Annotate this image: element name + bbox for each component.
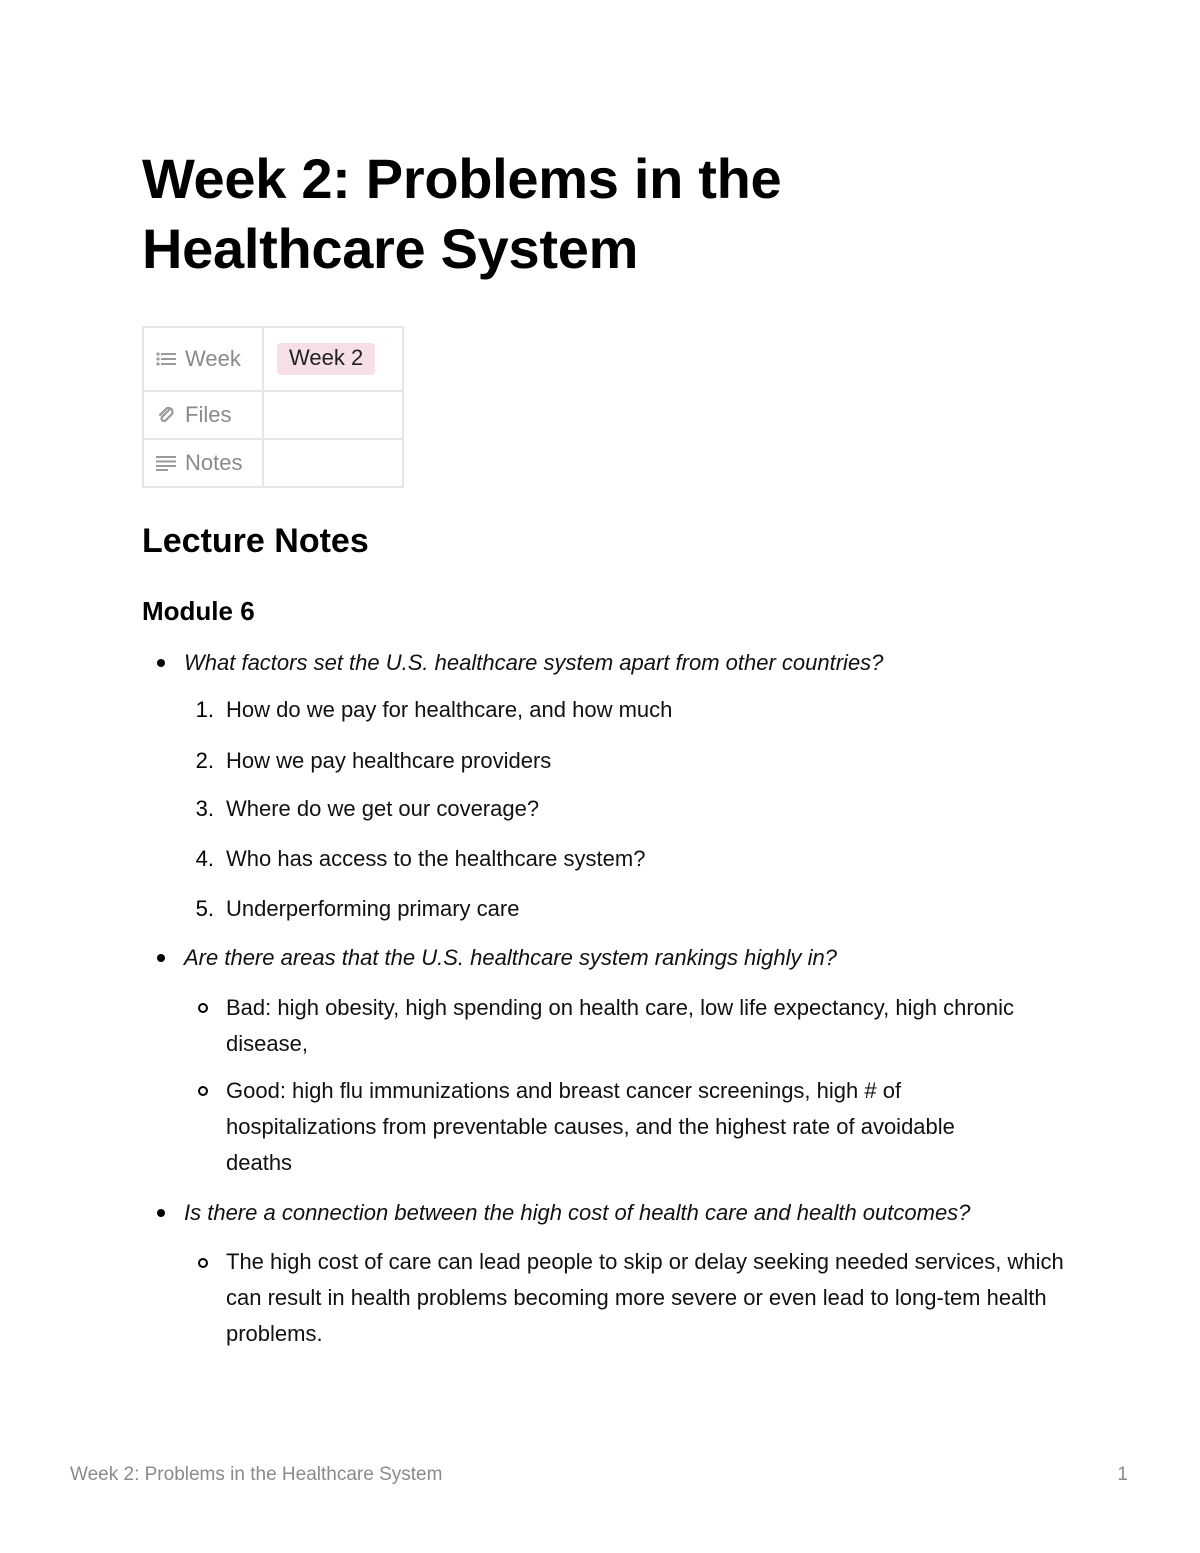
factor-item: Who has access to the healthcare system?: [226, 846, 646, 871]
bullet-icon: [157, 954, 165, 962]
bullet-icon: [157, 659, 165, 667]
module-heading: Module 6: [142, 596, 255, 626]
section-heading: Lecture Notes: [142, 522, 369, 560]
text-lines-icon: [156, 455, 176, 471]
property-row-week: [143, 327, 403, 391]
list-number: 5.: [195, 896, 214, 921]
properties-table: [142, 326, 404, 488]
property-label-notes: Notes: [185, 450, 243, 475]
question-2: Are there areas that the U.S. healthcare system rankings highly in?: [184, 945, 838, 970]
list-number: 2.: [195, 748, 214, 773]
page-number: 1: [1117, 1464, 1128, 1485]
cost-answer: The high cost of care can lead people to skip or delay seeking needed services, which can result in health problems becoming more severe or even lead to long-tem health problems.: [226, 1249, 1064, 1346]
files-value[interactable]: [263, 391, 403, 439]
hollow-bullet-icon: [198, 1003, 208, 1013]
hollow-bullet-icon: [198, 1086, 208, 1096]
list-number: 4.: [195, 846, 214, 871]
property-row-files: [143, 391, 403, 439]
week-tag[interactable]: Week 2: [277, 343, 375, 375]
footer-title: Week 2: Problems in the Healthcare System: [70, 1464, 443, 1485]
paperclip-icon: [156, 405, 176, 425]
hollow-bullet-icon: [198, 1258, 208, 1268]
property-row-notes: [143, 439, 403, 487]
factor-item: How we pay healthcare providers: [226, 748, 552, 773]
question-1: What factors set the U.S. healthcare system apart from other countries?: [184, 650, 884, 675]
property-label-files: Files: [185, 402, 232, 427]
ranking-good: Good: high flu immunizations and breast cancer screenings, high # of hospitalizations from preventable causes, and the highest rate of avoidable deaths: [226, 1078, 955, 1175]
notes-value[interactable]: [263, 439, 403, 487]
factor-item: How do we pay for healthcare, and how much: [226, 697, 673, 722]
list-number: 1.: [195, 697, 214, 722]
page-title: Week 2: Problems in the Healthcare System: [142, 147, 782, 280]
factor-item: Where do we get our coverage?: [226, 796, 540, 821]
bullet-icon: [157, 1209, 165, 1217]
list-number: 3.: [195, 796, 214, 821]
ranking-bad: Bad: high obesity, high spending on health care, low life expectancy, high chronic disease,: [226, 995, 1015, 1056]
question-3: Is there a connection between the high cost of health care and health outcomes?: [184, 1200, 971, 1225]
factor-item: Underperforming primary care: [226, 896, 520, 921]
list-icon: [156, 351, 176, 367]
property-label-week: Week: [185, 346, 241, 371]
